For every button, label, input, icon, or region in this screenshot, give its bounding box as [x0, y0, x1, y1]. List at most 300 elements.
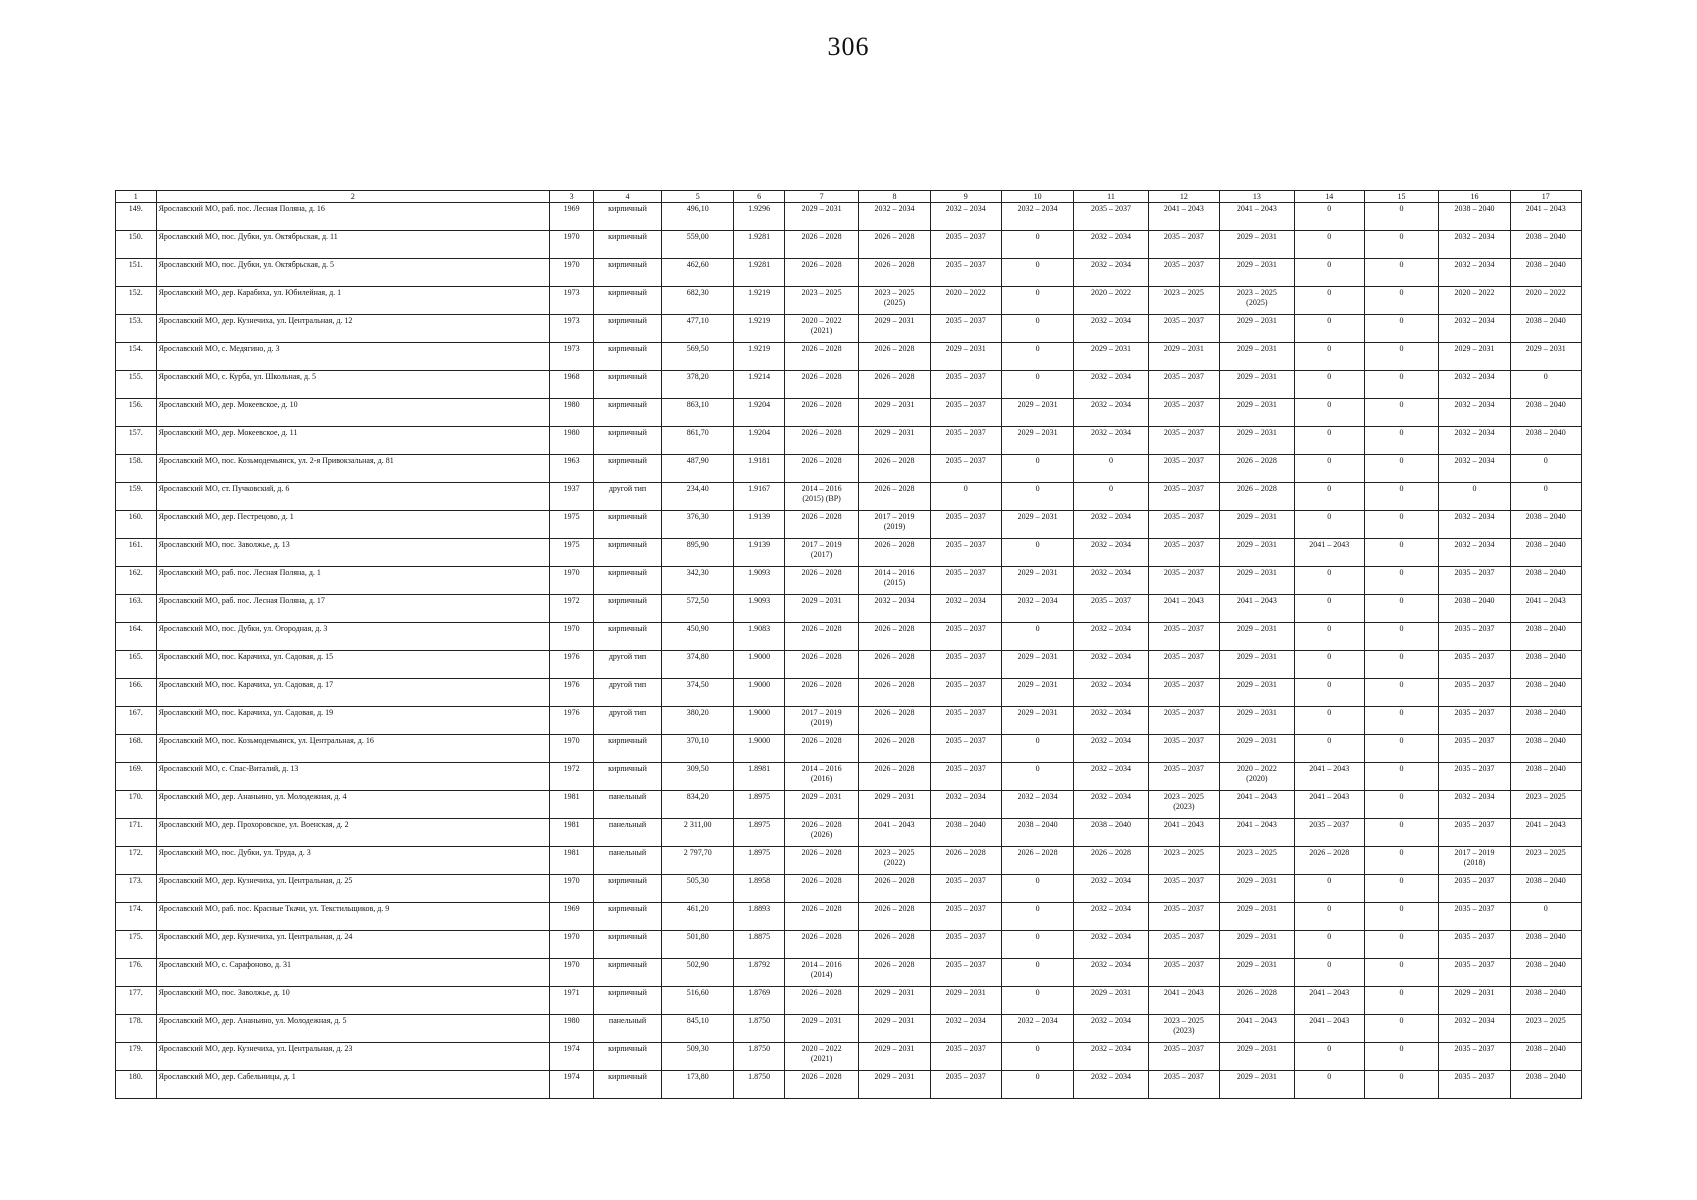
table-cell: 1.8792: [734, 959, 784, 987]
table-cell: 0: [1364, 427, 1439, 455]
table-cell: 173.: [116, 875, 157, 903]
table-cell: 2035 – 2037: [1439, 903, 1510, 931]
table-cell: 2038 – 2040: [1510, 567, 1581, 595]
table-cell: 2035 – 2037: [930, 315, 1001, 343]
table-cell: 0: [1294, 735, 1364, 763]
table-cell: 2032 – 2034: [859, 595, 930, 623]
table-cell: 572,50: [662, 595, 734, 623]
table-cell: 2032 – 2034: [1074, 763, 1149, 791]
column-number-cell: 12: [1148, 191, 1219, 203]
table-cell: 2026 – 2028: [784, 343, 859, 371]
table-cell: 2026 – 2028: [859, 651, 930, 679]
table-cell: 2035 – 2037: [1148, 903, 1219, 931]
table-cell: 2035 – 2037: [1439, 1043, 1510, 1071]
table-cell: 2029 – 2031: [859, 791, 930, 819]
table-cell: 168.: [116, 735, 157, 763]
table-cell: 2029 – 2031: [1220, 231, 1295, 259]
table-cell: 2029 – 2031: [1148, 343, 1219, 371]
table-cell: 165.: [116, 651, 157, 679]
table-cell: 2026 – 2028: [1001, 847, 1073, 875]
table-cell: 0: [1364, 847, 1439, 875]
table-cell: кирпичный: [594, 315, 662, 343]
table-cell: 0: [1001, 735, 1073, 763]
table-cell: 2035 – 2037: [1148, 567, 1219, 595]
table-cell: другой тип: [594, 707, 662, 735]
table-cell: 2032 – 2034: [1439, 511, 1510, 539]
table-cell: 1972: [550, 595, 594, 623]
table-cell: 516,60: [662, 987, 734, 1015]
column-number-cell: 17: [1510, 191, 1581, 203]
table-cell: 154.: [116, 343, 157, 371]
table-cell: 164.: [116, 623, 157, 651]
column-number-cell: 9: [930, 191, 1001, 203]
table-cell: 2014 – 2016 (2015): [859, 567, 930, 595]
table-cell: 2035 – 2037: [1148, 399, 1219, 427]
table-cell: 0: [1364, 623, 1439, 651]
table-cell: кирпичный: [594, 1043, 662, 1071]
table-cell: 2035 – 2037: [930, 231, 1001, 259]
table-cell: 2041 – 2043: [859, 819, 930, 847]
table-cell: 0: [1074, 455, 1149, 483]
table-cell: 2032 – 2034: [1439, 259, 1510, 287]
table-cell: 2038 – 2040: [1510, 539, 1581, 567]
table-cell: 2035 – 2037: [1439, 959, 1510, 987]
table-cell: 2023 – 2025 (2025): [1220, 287, 1295, 315]
table-cell: 2026 – 2028: [784, 679, 859, 707]
table-cell: 2035 – 2037: [1439, 679, 1510, 707]
table-cell: 0: [1364, 539, 1439, 567]
table-cell: 1.8975: [734, 791, 784, 819]
table-cell: 0: [1294, 511, 1364, 539]
table-cell: 1973: [550, 287, 594, 315]
table-cell: кирпичный: [594, 931, 662, 959]
table-cell: 2032 – 2034: [1074, 735, 1149, 763]
table-cell: 2029 – 2031: [1074, 987, 1149, 1015]
table-cell: 2041 – 2043: [1510, 203, 1581, 231]
table-cell: 2029 – 2031: [1220, 315, 1295, 343]
table-cell: 2026 – 2028: [784, 847, 859, 875]
table-cell: 2035 – 2037: [930, 735, 1001, 763]
table-cell: 2029 – 2031: [859, 1071, 930, 1099]
table-cell: 505,30: [662, 875, 734, 903]
table-cell: 2029 – 2031: [1220, 343, 1295, 371]
table-cell: 2035 – 2037: [1439, 875, 1510, 903]
table-cell: 2032 – 2034: [1074, 931, 1149, 959]
table-cell: 2023 – 2025: [1148, 287, 1219, 315]
table-cell: 2032 – 2034: [1074, 371, 1149, 399]
table-cell: 2017 – 2019 (2018): [1439, 847, 1510, 875]
table-cell: 0: [1001, 315, 1073, 343]
table-cell: 2041 – 2043: [1148, 819, 1219, 847]
table-cell: 2026 – 2028: [1220, 455, 1295, 483]
table-cell: 2032 – 2034: [1439, 1015, 1510, 1043]
table-cell: 0: [1294, 399, 1364, 427]
table-cell: 1.8875: [734, 931, 784, 959]
table-cell: 0: [1364, 651, 1439, 679]
table-cell: 496,10: [662, 203, 734, 231]
table-cell: Ярославский МО, пос. Дубки, ул. Октябрьская, д. 11: [156, 231, 550, 259]
table-cell: 477,10: [662, 315, 734, 343]
table-cell: 2032 – 2034: [1074, 651, 1149, 679]
table-cell: 0: [1294, 651, 1364, 679]
table-cell: 0: [1294, 1043, 1364, 1071]
table-cell: Ярославский МО, пос. Дубки, ул. Огородная, д. 3: [156, 623, 550, 651]
table-cell: 2032 – 2034: [1439, 371, 1510, 399]
table-cell: 2038 – 2040: [1510, 679, 1581, 707]
table-cell: 2035 – 2037: [1294, 819, 1364, 847]
table-cell: 2038 – 2040: [1074, 819, 1149, 847]
table-row: [116, 1015, 1582, 1043]
table-cell: 2029 – 2031: [1220, 651, 1295, 679]
table-cell: 2029 – 2031: [1220, 1071, 1295, 1099]
table-cell: 2035 – 2037: [1148, 931, 1219, 959]
table-cell: 2035 – 2037: [1148, 1071, 1219, 1099]
table-cell: 0: [1294, 595, 1364, 623]
table-cell: 0: [1364, 399, 1439, 427]
table-cell: 1.9093: [734, 567, 784, 595]
table-cell: кирпичный: [594, 399, 662, 427]
table-row: [116, 819, 1582, 847]
table-cell: кирпичный: [594, 763, 662, 791]
table-cell: 1973: [550, 343, 594, 371]
table-cell: 2026 – 2028: [784, 259, 859, 287]
table-cell: 2029 – 2031: [1439, 987, 1510, 1015]
table-cell: 2029 – 2031: [784, 203, 859, 231]
table-cell: 1.9167: [734, 483, 784, 511]
table-cell: 0: [1294, 343, 1364, 371]
table-cell: 2032 – 2034: [1439, 399, 1510, 427]
column-number-cell: 4: [594, 191, 662, 203]
table-cell: 1980: [550, 427, 594, 455]
table-cell: 2035 – 2037: [1439, 1071, 1510, 1099]
table-cell: 2041 – 2043: [1220, 1015, 1295, 1043]
column-number-cell: 2: [156, 191, 550, 203]
table-cell: 0: [1364, 287, 1439, 315]
table-cell: Ярославский МО, дер. Кузнечиха, ул. Центральная, д. 12: [156, 315, 550, 343]
table-cell: 2023 – 2025 (2023): [1148, 791, 1219, 819]
table-cell: 2035 – 2037: [1148, 651, 1219, 679]
table-cell: 2017 – 2019 (2017): [784, 539, 859, 567]
table-cell: 487,90: [662, 455, 734, 483]
table-cell: 2041 – 2043: [1510, 595, 1581, 623]
table-cell: 170.: [116, 791, 157, 819]
table-cell: 1980: [550, 1015, 594, 1043]
table-cell: 0: [1294, 959, 1364, 987]
table-cell: 0: [1001, 371, 1073, 399]
table-cell: Ярославский МО, дер. Мокеевское, д. 10: [156, 399, 550, 427]
table-cell: 2041 – 2043: [1510, 819, 1581, 847]
table-cell: 2029 – 2031: [1001, 427, 1073, 455]
table-cell: панельный: [594, 847, 662, 875]
table-cell: 2035 – 2037: [1148, 735, 1219, 763]
table-cell: 166.: [116, 679, 157, 707]
table-cell: 2020 – 2022: [1510, 287, 1581, 315]
table-cell: 149.: [116, 203, 157, 231]
table-cell: 2026 – 2028: [784, 651, 859, 679]
table-cell: 2014 – 2016 (2014): [784, 959, 859, 987]
table-cell: 0: [1510, 483, 1581, 511]
table-cell: 0: [1001, 455, 1073, 483]
table-cell: 2029 – 2031: [859, 315, 930, 343]
table-cell: Ярославский МО, дер. Кузнечиха, ул. Центральная, д. 24: [156, 931, 550, 959]
table-row: [116, 763, 1582, 791]
table-cell: 2029 – 2031: [784, 1015, 859, 1043]
table-cell: Ярославский МО, дер. Кузнечиха, ул. Центральная, д. 23: [156, 1043, 550, 1071]
table-cell: 2032 – 2034: [930, 1015, 1001, 1043]
table-cell: Ярославский МО, с. Медягино, д. 3: [156, 343, 550, 371]
table-cell: 1970: [550, 623, 594, 651]
table-cell: 0: [1364, 455, 1439, 483]
table-cell: 2023 – 2025: [1220, 847, 1295, 875]
table-cell: 2035 – 2037: [1148, 483, 1219, 511]
table-cell: 2035 – 2037: [930, 931, 1001, 959]
table-cell: 2032 – 2034: [1001, 791, 1073, 819]
table-cell: 161.: [116, 539, 157, 567]
table-cell: Ярославский МО, пос. Заволжье, д. 13: [156, 539, 550, 567]
table-cell: 2032 – 2034: [1074, 903, 1149, 931]
table-cell: 1970: [550, 875, 594, 903]
table-cell: 2029 – 2031: [1220, 259, 1295, 287]
table-cell: 895,90: [662, 539, 734, 567]
table-row: [116, 791, 1582, 819]
table-cell: 1974: [550, 1043, 594, 1071]
table-cell: 380,20: [662, 707, 734, 735]
table-cell: 1981: [550, 819, 594, 847]
table-cell: 2035 – 2037: [930, 763, 1001, 791]
table-cell: 2038 – 2040: [1510, 399, 1581, 427]
table-cell: Ярославский МО, пос. Козьмодемьянск, ул. Центральная, д. 16: [156, 735, 550, 763]
table-cell: другой тип: [594, 651, 662, 679]
table-cell: 0: [1294, 1071, 1364, 1099]
table-cell: 2026 – 2028: [859, 959, 930, 987]
table-row: [116, 399, 1582, 427]
table-cell: 2026 – 2028: [859, 539, 930, 567]
table-cell: 160.: [116, 511, 157, 539]
table-cell: 2035 – 2037: [1439, 707, 1510, 735]
table-cell: 2038 – 2040: [1439, 595, 1510, 623]
table-cell: 1980: [550, 399, 594, 427]
table-cell: 0: [1001, 539, 1073, 567]
table-row: [116, 511, 1582, 539]
table-cell: 2035 – 2037: [930, 511, 1001, 539]
table-cell: 342,30: [662, 567, 734, 595]
table-cell: 2041 – 2043: [1220, 791, 1295, 819]
table-cell: Ярославский МО, раб. пос. Лесная Поляна, д. 16: [156, 203, 550, 231]
table-cell: 2029 – 2031: [859, 399, 930, 427]
table-cell: 0: [1364, 959, 1439, 987]
column-number-cell: 14: [1294, 191, 1364, 203]
table-cell: 2032 – 2034: [1001, 595, 1073, 623]
table-cell: 1.9219: [734, 343, 784, 371]
table-row: [116, 735, 1582, 763]
table-cell: 2038 – 2040: [1510, 875, 1581, 903]
table-cell: 2032 – 2034: [1439, 231, 1510, 259]
housing-register-table: [115, 190, 1582, 1099]
table-cell: 2032 – 2034: [1074, 623, 1149, 651]
table-cell: 502,90: [662, 959, 734, 987]
table-cell: 1975: [550, 511, 594, 539]
table-cell: Ярославский МО, пос. Дубки, ул. Октябрьская, д. 5: [156, 259, 550, 287]
table-cell: 2029 – 2031: [1220, 399, 1295, 427]
table-row: [116, 595, 1582, 623]
table-cell: 2026 – 2028: [859, 763, 930, 791]
table-cell: 2035 – 2037: [930, 427, 1001, 455]
table-cell: 0: [1001, 875, 1073, 903]
table-cell: 0: [1364, 371, 1439, 399]
table-cell: 2023 – 2025: [1148, 847, 1219, 875]
table-cell: Ярославский МО, пос. Козьмодемьянск, ул. 2-я Привокзальная, д. 81: [156, 455, 550, 483]
table-cell: 559,00: [662, 231, 734, 259]
table-cell: 2038 – 2040: [1510, 259, 1581, 287]
column-number-cell: 10: [1001, 191, 1073, 203]
table-cell: 2026 – 2028: [784, 987, 859, 1015]
table-cell: 2023 – 2025 (2022): [859, 847, 930, 875]
table-cell: 0: [1294, 707, 1364, 735]
table-cell: 0: [1364, 595, 1439, 623]
table-cell: 1.9281: [734, 231, 784, 259]
table-cell: 1976: [550, 679, 594, 707]
table-cell: 152.: [116, 287, 157, 315]
table-cell: 2038 – 2040: [1510, 427, 1581, 455]
table-cell: 2035 – 2037: [1148, 231, 1219, 259]
table-cell: 1974: [550, 1071, 594, 1099]
table-cell: 2029 – 2031: [1074, 343, 1149, 371]
table-cell: 0: [1001, 623, 1073, 651]
table-cell: панельный: [594, 1015, 662, 1043]
table-cell: 0: [1001, 259, 1073, 287]
table-cell: Ярославский МО, дер. Ананьино, ул. Молодежная, д. 4: [156, 791, 550, 819]
table-cell: 2038 – 2040: [1510, 987, 1581, 1015]
table-cell: 2035 – 2037: [930, 567, 1001, 595]
table-cell: 509,30: [662, 1043, 734, 1071]
column-number-cell: 15: [1364, 191, 1439, 203]
table-cell: 2023 – 2025: [1510, 1015, 1581, 1043]
table-cell: 2026 – 2028: [859, 483, 930, 511]
table-cell: 0: [1364, 511, 1439, 539]
table-cell: 2038 – 2040: [1001, 819, 1073, 847]
table-row: [116, 231, 1582, 259]
table-cell: 2038 – 2040: [1510, 231, 1581, 259]
table-row: [116, 651, 1582, 679]
table-cell: 0: [1364, 203, 1439, 231]
table-cell: 2026 – 2028: [859, 735, 930, 763]
table-cell: 150.: [116, 231, 157, 259]
table-cell: 2032 – 2034: [1074, 567, 1149, 595]
table-cell: 1.9083: [734, 623, 784, 651]
table-cell: 2029 – 2031: [1001, 679, 1073, 707]
table-row: [116, 427, 1582, 455]
table-cell: Ярославский МО, пос. Карачиха, ул. Садовая, д. 15: [156, 651, 550, 679]
table-cell: 2035 – 2037: [1148, 455, 1219, 483]
table-row: [116, 343, 1582, 371]
table-cell: 0: [1001, 1071, 1073, 1099]
table-cell: 2029 – 2031: [930, 343, 1001, 371]
table-cell: 2041 – 2043: [1294, 763, 1364, 791]
table-cell: 2035 – 2037: [1148, 1043, 1219, 1071]
column-number-cell: 8: [859, 191, 930, 203]
table-cell: 0: [1364, 707, 1439, 735]
table-cell: 2029 – 2031: [859, 1043, 930, 1071]
table-cell: 176.: [116, 959, 157, 987]
table-cell: 1969: [550, 903, 594, 931]
table-cell: 2035 – 2037: [1148, 511, 1219, 539]
table-cell: 177.: [116, 987, 157, 1015]
table-cell: 2 797,70: [662, 847, 734, 875]
table-cell: 2032 – 2034: [930, 595, 1001, 623]
table-cell: кирпичный: [594, 343, 662, 371]
table-cell: 2026 – 2028: [784, 735, 859, 763]
table-cell: 179.: [116, 1043, 157, 1071]
table-cell: 2035 – 2037: [930, 1071, 1001, 1099]
table-cell: 1.8975: [734, 847, 784, 875]
table-row: [116, 1071, 1582, 1099]
table-cell: 2041 – 2043: [1294, 987, 1364, 1015]
table-cell: 2029 – 2031: [859, 1015, 930, 1043]
table-cell: 1973: [550, 315, 594, 343]
table-cell: 0: [1294, 679, 1364, 707]
table-cell: 162.: [116, 567, 157, 595]
table-cell: 2035 – 2037: [1439, 931, 1510, 959]
table-row: [116, 203, 1582, 231]
table-cell: 0: [930, 483, 1001, 511]
table-cell: Ярославский МО, дер. Кузнечиха, ул. Центральная, д. 25: [156, 875, 550, 903]
table-cell: 2026 – 2028: [784, 455, 859, 483]
table-cell: 1968: [550, 371, 594, 399]
table-cell: Ярославский МО, с. Спас-Виталий, д. 13: [156, 763, 550, 791]
table-cell: другой тип: [594, 679, 662, 707]
table-cell: 2038 – 2040: [1510, 1071, 1581, 1099]
table-cell: 2035 – 2037: [1148, 679, 1219, 707]
table-cell: 1.9296: [734, 203, 784, 231]
table-cell: кирпичный: [594, 1071, 662, 1099]
table-cell: 2035 – 2037: [1148, 539, 1219, 567]
table-cell: 2029 – 2031: [1220, 959, 1295, 987]
table-cell: панельный: [594, 819, 662, 847]
table-cell: 0: [1001, 231, 1073, 259]
table-cell: 153.: [116, 315, 157, 343]
table-cell: 0: [1364, 1071, 1439, 1099]
table-cell: 2032 – 2034: [1074, 231, 1149, 259]
table-cell: 461,20: [662, 903, 734, 931]
table-row: [116, 1043, 1582, 1071]
table-cell: 0: [1439, 483, 1510, 511]
table-cell: 0: [1294, 231, 1364, 259]
table-cell: 159.: [116, 483, 157, 511]
column-number-cell: 1: [116, 191, 157, 203]
table-cell: 0: [1294, 259, 1364, 287]
table-cell: 2032 – 2034: [1074, 1071, 1149, 1099]
table-cell: 2035 – 2037: [930, 903, 1001, 931]
table-cell: 2032 – 2034: [930, 203, 1001, 231]
table-cell: 178.: [116, 1015, 157, 1043]
table-row: [116, 623, 1582, 651]
table-cell: 0: [1001, 343, 1073, 371]
table-cell: 2032 – 2034: [1001, 203, 1073, 231]
table-cell: 2032 – 2034: [1439, 539, 1510, 567]
table-cell: 2020 – 2022 (2021): [784, 1043, 859, 1071]
table-cell: 1976: [550, 707, 594, 735]
table-cell: 2026 – 2028: [784, 1071, 859, 1099]
table-cell: 2035 – 2037: [1074, 595, 1149, 623]
table-cell: 2029 – 2031: [1510, 343, 1581, 371]
table-cell: 2035 – 2037: [1148, 875, 1219, 903]
table-cell: кирпичный: [594, 259, 662, 287]
table-cell: 2035 – 2037: [1148, 371, 1219, 399]
table-cell: 2026 – 2028: [784, 931, 859, 959]
table-cell: 1970: [550, 259, 594, 287]
table-cell: 2032 – 2034: [1074, 707, 1149, 735]
table-cell: кирпичный: [594, 427, 662, 455]
